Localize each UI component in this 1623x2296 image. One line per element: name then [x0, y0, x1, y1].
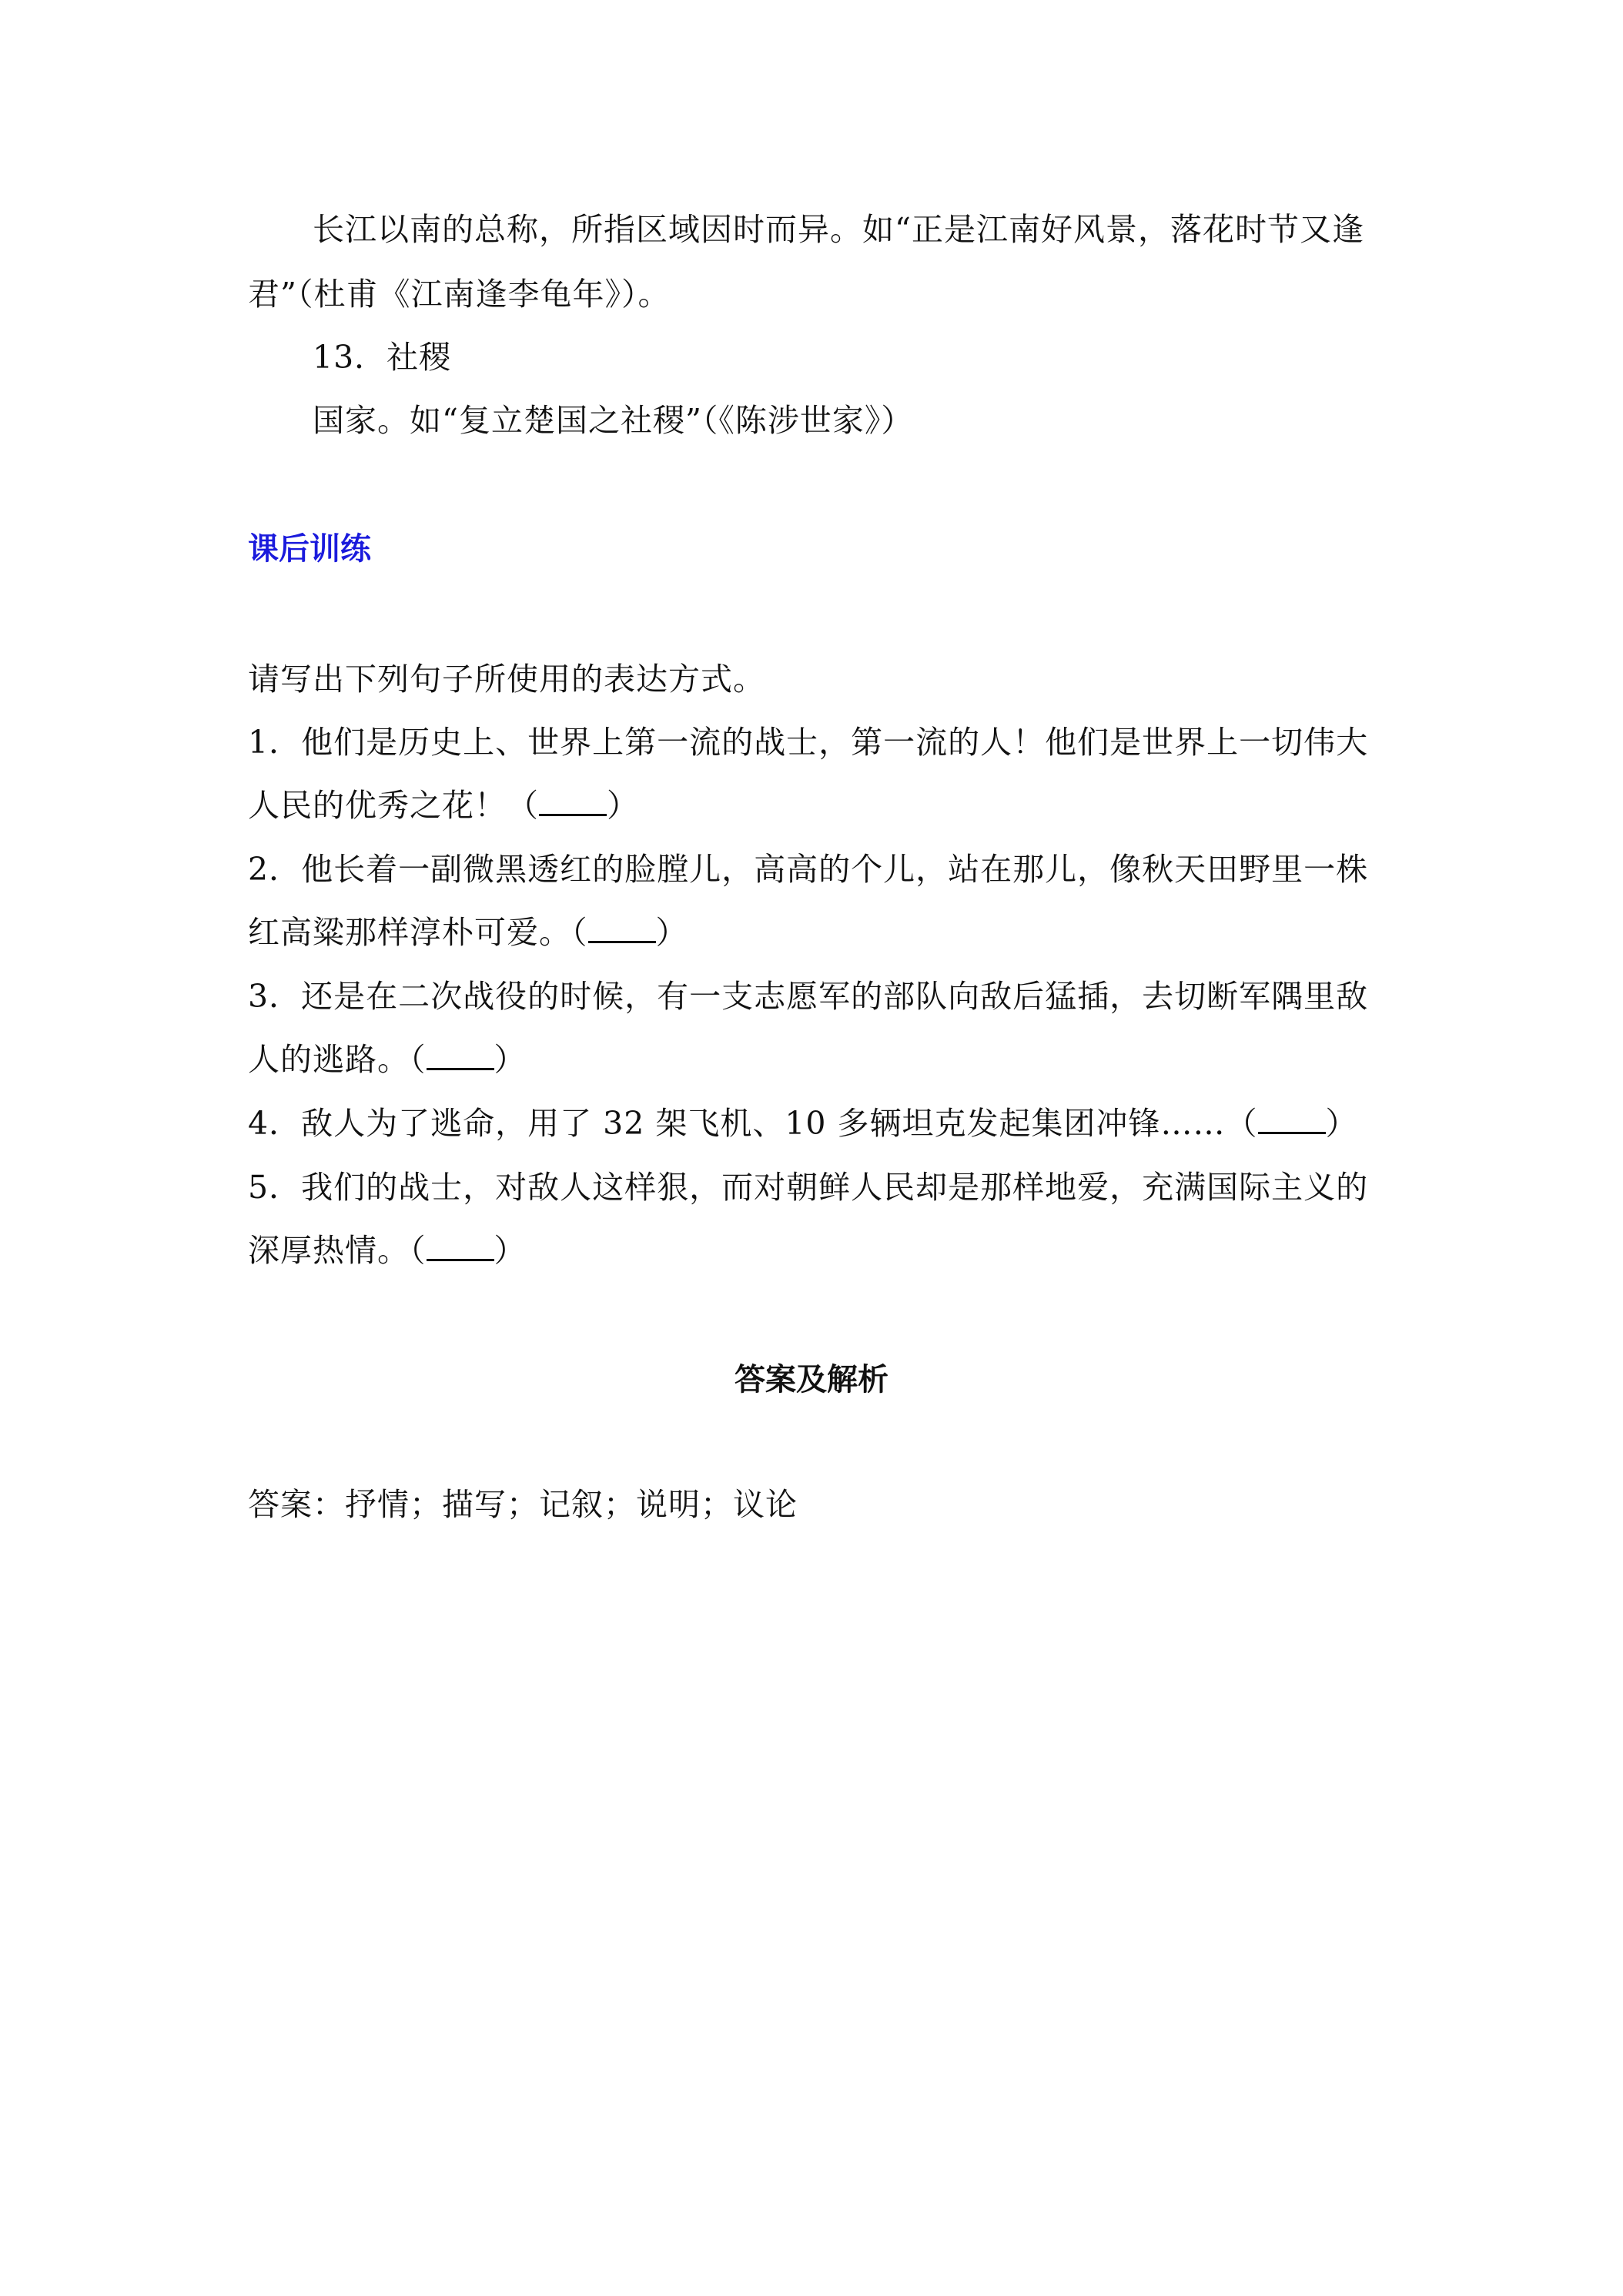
intro-line-2: 君”（杜甫《江南逢李龟年》）。	[248, 276, 671, 313]
close-paren: ）	[494, 1041, 527, 1078]
question-4	[248, 1100, 1380, 1146]
answer-blank-5	[427, 1230, 494, 1261]
exercise-heading: 课后训练	[248, 531, 371, 567]
question-3-line-1: 3．还是在二次战役的时候，有一支志愿军的部队向敌后猛插，去切断军隅里敌	[248, 978, 1369, 1015]
item-13-title: 13．社稷	[313, 339, 452, 376]
close-paren: ）	[655, 914, 688, 951]
answer-text: 答案：抒情；描写；记叙；说明；议论	[248, 1486, 798, 1523]
question-1-text: 人民的优秀之花！（	[248, 787, 539, 824]
question-2-line-1: 2．他长着一副微黑透红的脸膛儿，高高的个儿，站在那儿，像秋天田野里一株	[248, 851, 1369, 888]
close-paren: ）	[607, 787, 639, 824]
exercise-instruction: 请写出下列句子所使用的表达方式。	[248, 661, 765, 698]
question-5-line-2	[248, 1227, 1380, 1274]
question-1-line-1: 1．他们是历史上、世界上第一流的战士，第一流的人！他们是世界上一切伟大	[248, 724, 1369, 761]
question-4-text: 4．敌人为了逃命，用了 32 架飞机、10 多辆坦克发起集团冲锋……（	[248, 1105, 1258, 1142]
question-2-text: 红高粱那样淳朴可爱。（	[248, 914, 588, 951]
close-paren: ）	[494, 1232, 527, 1269]
question-3-line-2	[248, 1036, 1380, 1083]
answer-heading: 答案及解析	[735, 1362, 888, 1397]
question-1-line-2	[248, 782, 1380, 828]
question-3-text: 人的逃路。（	[248, 1041, 427, 1078]
answer-blank-1	[539, 785, 607, 816]
close-paren: ）	[1325, 1105, 1358, 1142]
question-2-line-2	[248, 909, 1380, 956]
answer-blank-4	[1258, 1103, 1326, 1134]
intro-line-1: 长江以南的总称，所指区域因时而异。如“正是江南好风景，落花时节又逢	[313, 211, 1364, 248]
answer-blank-3	[427, 1039, 494, 1070]
item-13-text: 国家。如“复立楚国之社稷”（《陈涉世家》）	[313, 402, 914, 439]
answer-blank-2	[588, 912, 656, 943]
question-5-line-1: 5．我们的战士，对敌人这样狠，而对朝鲜人民却是那样地爱，充满国际主义的	[248, 1169, 1369, 1206]
question-5-text: 深厚热情。（	[248, 1232, 427, 1269]
